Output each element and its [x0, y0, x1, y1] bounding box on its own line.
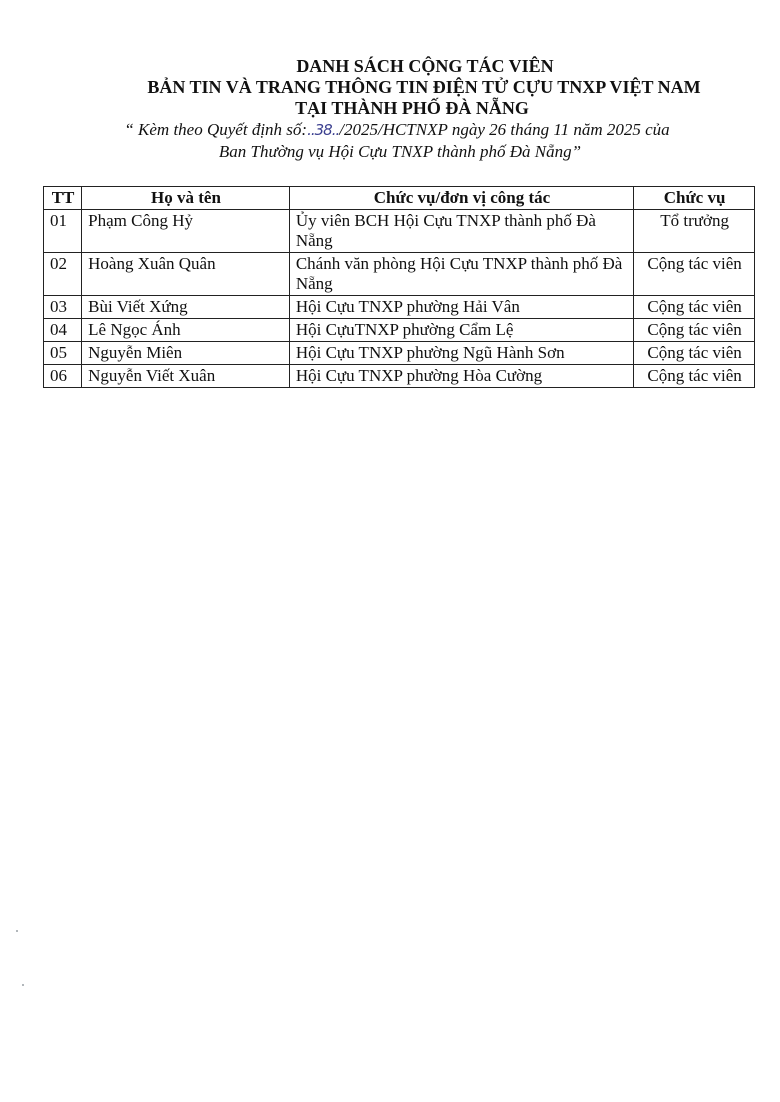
cell-name: Phạm Công Hỷ: [82, 210, 290, 253]
subtitle-prefix: “ Kèm theo Quyết định số:: [124, 120, 308, 139]
header-name: Họ và tên: [82, 187, 290, 210]
title-line-3: TẠI THÀNH PHỐ ĐÀ NẴNG: [295, 98, 529, 118]
cell-role: Cộng tác viên: [634, 342, 755, 365]
cell-unit: Chánh văn phòng Hội Cựu TNXP thành phố Đà Nẵng: [289, 253, 633, 296]
header-role: Chức vụ: [634, 187, 755, 210]
cell-tt: 01: [44, 210, 82, 253]
subtitle-suffix: /2025/HCTNXP ngày 26 tháng 11 năm 2025 của: [339, 120, 670, 139]
cell-unit: Hội Cựu TNXP phường Hải Vân: [289, 296, 633, 319]
table-header-row: [44, 187, 755, 210]
decision-number-handwritten: ..38..: [307, 121, 340, 139]
cell-role: Cộng tác viên: [634, 296, 755, 319]
title-line-2: BẢN TIN VÀ TRANG THÔNG TIN ĐIỆN TỬ CỰU TNXP VIỆT NAM: [147, 77, 701, 97]
cell-role: Cộng tác viên: [634, 365, 755, 388]
table-row: [44, 296, 755, 319]
table-row: [44, 210, 755, 253]
header-tt: TT: [44, 187, 82, 210]
cell-tt: 05: [44, 342, 82, 365]
document-header: [0, 56, 780, 162]
table-row: [44, 365, 755, 388]
cell-unit: Hội Cựu TNXP phường Hòa Cường: [289, 365, 633, 388]
cell-tt: 03: [44, 296, 82, 319]
table-row: [44, 253, 755, 296]
scan-speck: [22, 984, 24, 986]
cell-tt: 04: [44, 319, 82, 342]
cell-name: Hoàng Xuân Quân: [82, 253, 290, 296]
table-row: [44, 319, 755, 342]
table-row: [44, 342, 755, 365]
staff-table: [43, 186, 755, 388]
cell-unit: Hội CựuTNXP phường Cẩm Lệ: [289, 319, 633, 342]
cell-role: Cộng tác viên: [634, 253, 755, 296]
subtitle-line-1: [0, 119, 780, 141]
cell-tt: 02: [44, 253, 82, 296]
title-line-1: DANH SÁCH CỘNG TÁC VIÊN: [296, 56, 554, 76]
cell-unit: Hội Cựu TNXP phường Ngũ Hành Sơn: [289, 342, 633, 365]
cell-role: Tổ trưởng: [634, 210, 755, 253]
scan-speck: [16, 930, 18, 932]
cell-name: Nguyễn Miên: [82, 342, 290, 365]
subtitle-line-2: Ban Thường vụ Hội Cựu TNXP thành phố Đà Nẵng”: [218, 142, 582, 161]
cell-unit: Ủy viên BCH Hội Cựu TNXP thành phố Đà Nẵng: [289, 210, 633, 253]
cell-name: Nguyễn Viết Xuân: [82, 365, 290, 388]
cell-name: Lê Ngọc Ánh: [82, 319, 290, 342]
cell-role: Cộng tác viên: [634, 319, 755, 342]
header-unit: Chức vụ/đơn vị công tác: [289, 187, 633, 210]
cell-name: Bùi Viết Xứng: [82, 296, 290, 319]
cell-tt: 06: [44, 365, 82, 388]
